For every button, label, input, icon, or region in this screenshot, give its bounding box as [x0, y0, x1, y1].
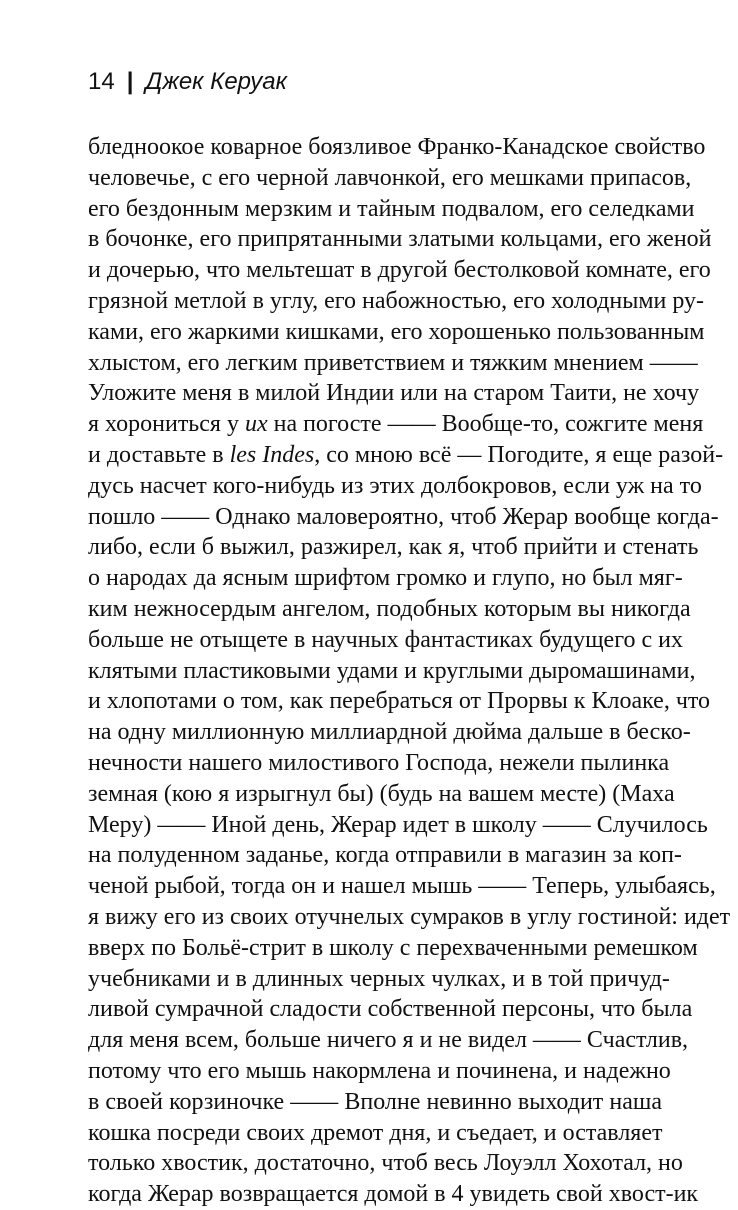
header-separator: | — [126, 68, 134, 95]
text-line: в бочонке, его припрятанными златыми кольцами, его женой — [88, 226, 712, 253]
text-line: больше не отыщете в научных фантастиках будущего с их — [88, 626, 683, 653]
text-line: ками, его жаркими кишками, его хорошенько пользованным — [88, 318, 705, 345]
text-line: пошло —— Однако маловероятно, чтоб Жерар вообще когда- — [88, 503, 719, 530]
text-line: Уложите меня в милой Индии или на старом Таити, не хочу — [88, 380, 700, 407]
author-name: Джек Керуак — [145, 68, 287, 95]
text-line: я вижу его из своих отучнелых сумраков в углу гостиной: идет — [88, 903, 731, 930]
running-head — [88, 62, 287, 102]
text-line: и хлопотами о том, как перебраться от Прорвы к Клоаке, что — [88, 688, 711, 715]
text-line: о народах да ясным шрифтом громко и глупо, но был мяг- — [88, 565, 683, 592]
text-line: и дочерью, что мельтешат в другой бестолковой комнате, его — [88, 257, 711, 284]
text-line: дусь насчет кого-нибудь из этих долбокровов, если уж на то — [88, 472, 702, 499]
text-line: человечье, с его черной лавчонкой, его мешками припасов, — [88, 164, 692, 191]
page-number: 14 — [88, 68, 115, 95]
text-line: только хвостик, достаточно, чтоб весь Лоуэлл Хохотал, но — [88, 1150, 683, 1177]
text-line: я хорониться у их на погосте —— Вообще-то, сожгите меня — [88, 411, 704, 438]
text-line: когда Жерар возвращается домой в 4 увидеть свой хвост-ик — [88, 1181, 699, 1208]
text-line: для меня всем, больше ничего я и не видел —— Счастлив, — [88, 1027, 689, 1054]
text-line: кошка посреди своих дремот дня, и съедает, и оставляет — [88, 1119, 663, 1146]
text-line: в своей корзиночке —— Вполне невинно выходит наша — [88, 1088, 662, 1115]
text-line: потому что его мышь накормлена и починена, и надежно — [88, 1057, 671, 1084]
emphasized-word: les Indes — [229, 441, 315, 468]
emphasized-word: их — [244, 411, 268, 438]
text-line: клятыми пластиковыми удами и круглыми дыромашинами, — [88, 657, 696, 684]
text-line: земная (кою я изрыгнул бы) (будь на вашем месте) (Маха — [88, 780, 675, 807]
text-line: хлыстом, его легким приветствием и тяжким мнением —— — [88, 349, 698, 376]
text-line: либо, если б выжил, разжирел, как я, чтоб прийти и стенать — [88, 534, 699, 561]
text-line: нечности нашего милостивого Господа, нежели пылинка — [88, 749, 670, 776]
text-line: его бездонным мерзким и тайным подвалом, его селедками — [88, 195, 695, 222]
body-text — [88, 132, 731, 1210]
text-line: вверх по Больё-стрит в школу с перехваченными ремешком — [88, 934, 698, 961]
text-line: бледноокое коварное боязливое Франко-Канадское свойство — [88, 134, 706, 160]
text-line: на одну миллионную миллиардной дюйма дальше в беско- — [88, 719, 691, 746]
text-line: и доставьте в les Indes, со мною всё — Погодите, я еще разой- — [88, 441, 724, 468]
text-line: на полуденном заданье, когда отправили в магазин за коп- — [88, 842, 682, 869]
text-line: ливой сумрачной сладости собственной персоны, что была — [88, 996, 693, 1023]
text-line: ким нежносердым ангелом, подобных которым вы никогда — [88, 595, 691, 622]
text-line: Меру) —— Иной день, Жерар идет в школу —— Случилось — [88, 811, 708, 838]
text-line: грязной метлой в углу, его набожностью, его холодными ру- — [88, 287, 705, 314]
text-line: ченой рыбой, тогда он и нашел мышь —— Теперь, улыбаясь, — [88, 873, 716, 900]
text-line: учебниками и в длинных черных чулках, и в той причуд- — [88, 965, 670, 992]
